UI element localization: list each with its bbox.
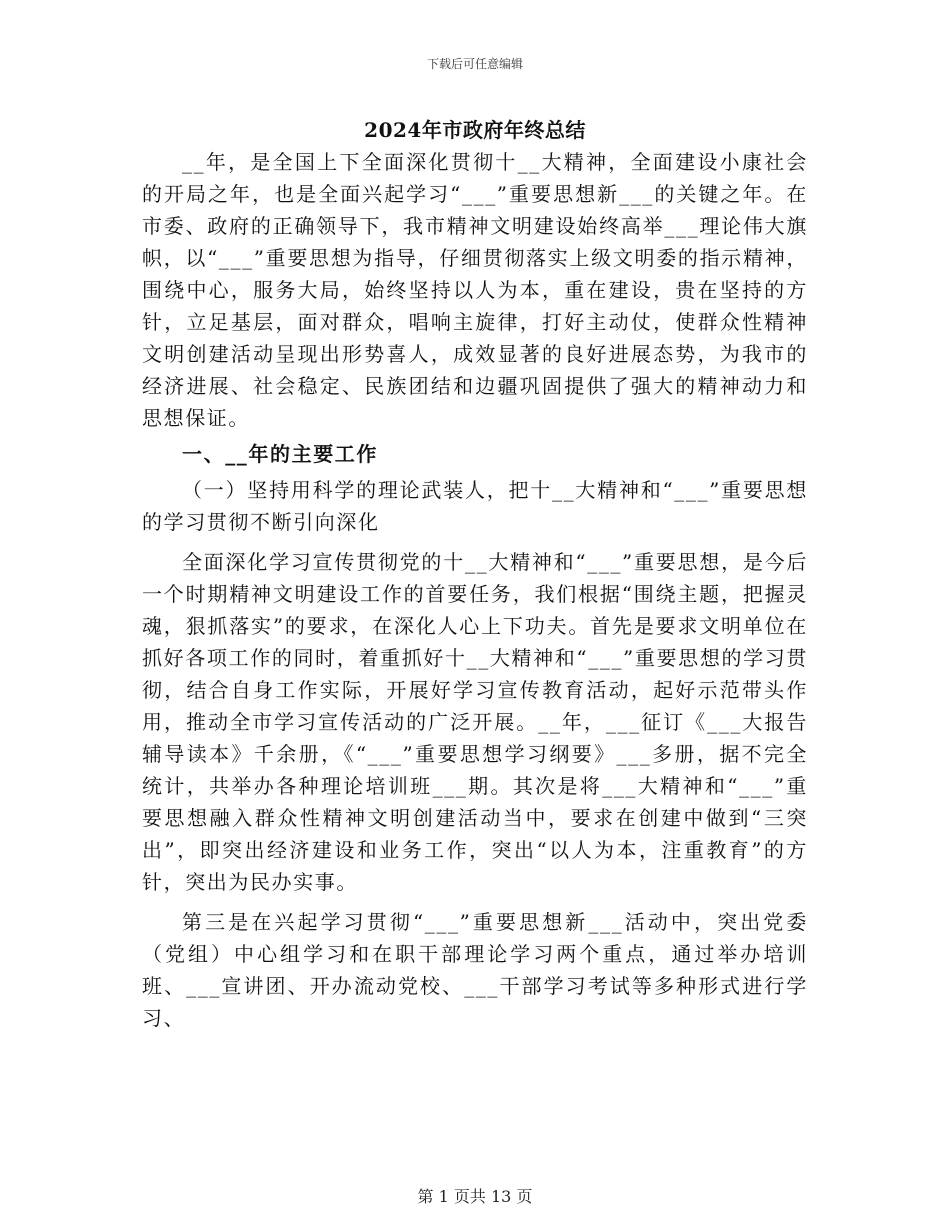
section-heading-main-work: 一、__年的主要工作 bbox=[182, 442, 378, 466]
page-number: 第 1 页共 13 页 bbox=[417, 1187, 533, 1206]
paragraph-study-promotion: 全面深化学习宣传贯彻党的十__大精神和“___”重要思想，是今后一个时期精神文明建设工作的首要任务，我们根据“围绕主题，把握灵魂，狠抓落实”的要求，在深化人心上下功夫。首先是要求文明单位在抓好各项工作的同时，着重抓好十__大精神和“___”重要思想的学习贯彻，结合自身工作实际，开展好学习宣传教育活动，起好示范带头作用，推动全市学习宣传活动的广泛开展。__年，___征订《___大报告辅导读本》千余册，《“___”重要思想学习纲要》___多册，据不完全统计，共举办各种理论培训班___期。其次是将___大精神和“___”重要思想融入群众性精神文明创建活动当中，要求在创建中做到“三突出”，即突出经济建设和业务工作，突出“以人为本，注重教育”的方针，突出为民办实事。 bbox=[142, 550, 808, 894]
paragraph-third-point: 第三是在兴起学习贯彻“___”重要思想新___活动中，突出党委（党组）中心组学习和在职干部理论学习两个重点，通过举办培训班、___宣讲团、开办流动党校、___干部学习考试等多种形式进行学习、 bbox=[142, 910, 808, 1030]
download-note: 下载后可任意编辑 bbox=[426, 57, 523, 71]
subsection-heading-theory: （一）坚持用科学的理论武装人，把十__大精神和“___”重要思想的学习贯彻不断引向深化 bbox=[142, 478, 808, 534]
document-body bbox=[142, 146, 808, 1034]
document-title: 2024年市政府年终总结 bbox=[364, 118, 586, 142]
paragraph-intro: __年，是全国上下全面深化贯彻十__大精神，全面建设小康社会的开局之年，也是全面兴起学习“___”重要思想新___的关键之年。在市委、政府的正确领导下，我市精神文明建设始终高举___理论伟大旗帜，以“___”重要思想为指导，仔细贯彻落实上级文明委的指示精神，围绕中心，服务大局，始终坚持以人为本，重在建设，贵在坚持的方针，立足基层，面对群众，唱响主旋律，打好主动仗，使群众性精神文明创建活动呈现出形势喜人，成效显著的良好进展态势，为我市的经济进展、社会稳定、民族团结和边疆巩固提供了强大的精神动力和思想保证。 bbox=[142, 150, 808, 430]
